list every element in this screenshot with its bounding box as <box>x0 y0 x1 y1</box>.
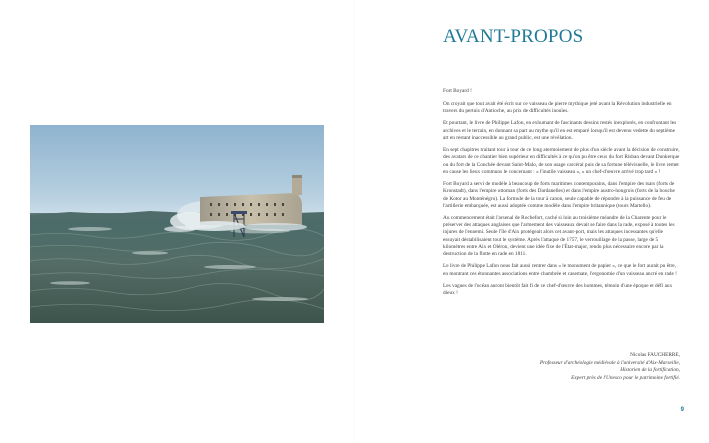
paragraph: Fort Boyard a servi de modèle à beaucoup de forts maritimes contemporains, dans l'empire des tsars (forts de Kronstadt), dans l'empire ottoman (forts des Dardanelles) et dans l'empire austro-hongrois (forts de la bouche de Kotor au Monténégro). La formule de la tour à canon, seule capable de répondre à la puissance de feu de l'artillerie embarquée, est aussi adoptée comme modèle dans l'empire britannique (tours Martello). <box>443 181 675 209</box>
paragraph: On croyait que tout avait été écrit sur ce vaisseau de pierre mythique jeté avant la Révolution industrielle en travers du pertuis d'Antioche, au prix de difficultés inouïes. <box>443 100 672 114</box>
paragraph: Le livre de Philippe Lafon nous fait aussi rentrer dans « le monument de papier », ce que le fort aurait pu être, en montrant ces étonnantes associations entre chambrée et casemate, l'ergonomie d'un vaisseau ancré en rade ! <box>443 263 677 277</box>
paragraph: En sept chapitres traitant tour à tour de ce long atermoiement de plus d'un siècle avant la décision de construire, des avatars de ce chantier bien supérieur en difficultés à ce qu'on pu être ceux du fort Risban devant Dunkerque ou du fort de la Conchée devant Saint-Malo, de son usage carcéral puis de sa fortune télévisuelle, le livre remet en cause les lieux communs le concernant : « l'inutile vaisseau », « un chef-d'œuvre arrivé trop tard » ! <box>443 147 680 175</box>
author-role: Expert près de l'Unesco pour le patrimoine fortifié. <box>571 374 680 381</box>
paragraph: Les vagues de l'océan auront bientôt fait fi de ce chef-d'œuvre des hommes, témoin d'une époque et défi aux dieux ! <box>443 283 673 297</box>
foreword-body <box>443 88 680 303</box>
page-number: 9 <box>680 407 684 413</box>
author-role: Historien de la fortification, <box>620 367 680 374</box>
author-role: Professeur d'archéologie médiévale à l'université d'Aix-Marseille, <box>539 359 680 366</box>
author-name: Nicolas FAUCHERRE, <box>630 352 680 358</box>
chapter-title: AVANT-PROPOS <box>443 26 584 47</box>
paragraph: Au commencement était l'arsenal de Rochefort, caché si loin au troisième méandre de la Charente pour le préserver des attaques anglaises que l'armement des vaisseaux devait se faire dans la rade, exposé à toutes les injures de l'ennemi. Seule l'île d'Aix protégeait alors cet avant-port, mais les attaques incessantes qu'elle essuyait déstabilisaient tout le système. Après l'attaque de 1757, le verrouillage de la passe, large de 5 kilomètres entre Aix et Oléron, devient une idée fixe de l'État-major, rendu plus nécessaire encore par la destruction de la flotte en rade en 1811. <box>443 215 675 257</box>
fort-photo-illustration <box>30 125 324 323</box>
paragraph: Et pourtant, le livre de Philippe Lafon, en exhumant de fascinants dessins restés inexplorés, en confrontant les archives et le terrain, en donnant sa part au mythe qu'il en est emparé lorsqu'il est devenu vedette du septième art en restant inaccessible au grand public, est une révélation. <box>443 120 677 141</box>
page-gutter <box>354 0 355 443</box>
paragraph: Fort Boyard ! <box>443 88 472 94</box>
author-signature <box>480 352 680 382</box>
fort-boyard-photo <box>30 125 324 323</box>
